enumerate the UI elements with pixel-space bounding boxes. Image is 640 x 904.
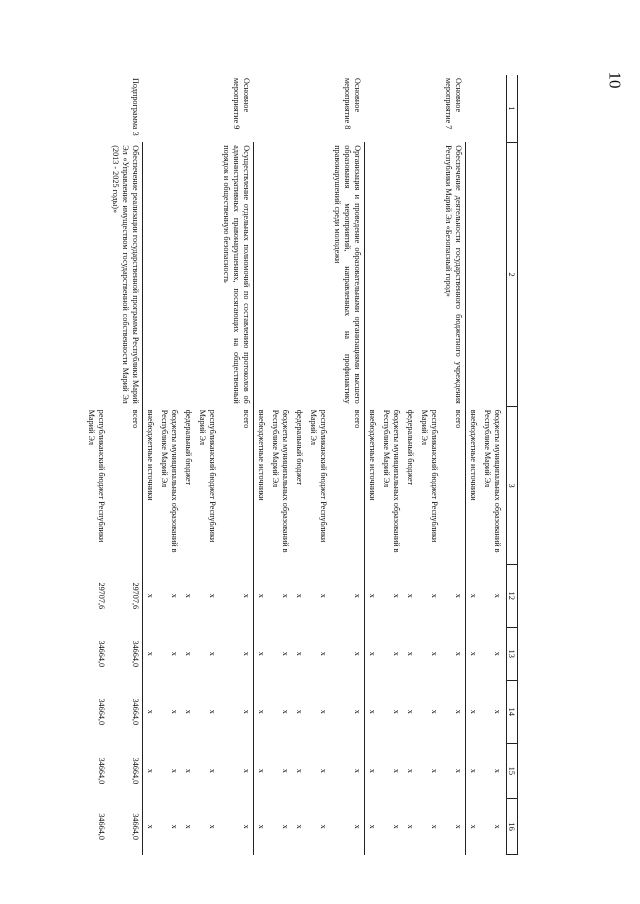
row-category-cell [364,75,379,142]
row-category-cell [268,75,292,142]
column-header: 12 [506,564,517,627]
budget-table-rotated [78,75,518,855]
value-cell: x [256,651,266,656]
column-header: 13 [506,627,517,680]
value-cell: x [145,651,155,656]
value-cell: x [318,768,328,773]
value-cell: x [207,651,217,656]
row-source-cell: всего [219,407,254,565]
value-cell: x [367,651,377,656]
value-cell: x [145,593,155,598]
table-row [108,75,143,855]
value-cell: x [367,768,377,773]
row-description-cell [195,142,219,406]
row-description-cell [292,142,306,406]
value-cell: x [367,709,377,714]
value-cell: x [367,824,377,829]
row-description-cell [417,142,441,406]
value-cell: x [318,709,328,714]
table-row [330,75,365,855]
value-cell: x [405,709,415,714]
row-category-cell [480,75,507,142]
row-description-cell: Обеспечение деятельности государственного бюджетного учреждения Республики Марий Эл «Безопасный город» [441,142,466,406]
value-cell: x [330,564,365,627]
value-cell: x [468,768,478,773]
row-source-cell: бюджеты муниципальных образований в Республике Марий Эл [270,409,290,553]
value-cell: x [330,743,365,799]
column-header: 15 [506,743,517,799]
value-cell: x [405,824,415,829]
row-source-cell: внебюджетные источники [367,409,377,501]
value-cell: x [207,824,217,829]
value-cell: x [169,593,179,598]
value-cell: 34664,0 [96,813,106,840]
value-cell: x [280,768,290,773]
value-cell: x [183,824,193,829]
row-category-cell [253,75,268,142]
row-category-cell: Подпрограмма 3 [131,78,141,136]
value-cell: x [391,593,401,598]
table-row [181,75,195,855]
row-description-cell [142,142,157,406]
column-header: 1 [506,75,517,142]
row-source-cell: всего [441,407,466,565]
row-category-cell [465,75,480,142]
table-row [480,75,507,855]
row-category-cell [157,75,181,142]
row-description-cell [403,142,417,406]
value-cell: 34664,0 [108,799,143,855]
value-cell: x [441,680,466,743]
table-row [364,75,379,855]
row-description-cell [181,142,195,406]
row-source-cell: внебюджетные источники [145,409,155,501]
row-source-cell: бюджеты муниципальных образований в Республике Марий Эл [381,409,401,553]
value-cell: 34664,0 [108,627,143,680]
value-cell: x [429,593,439,598]
value-cell: x [183,651,193,656]
value-cell: x [429,709,439,714]
table-row [417,75,441,855]
row-source-cell: внебюджетные источники [256,409,266,501]
value-cell: x [219,743,254,799]
value-cell: x [145,709,155,714]
row-category-cell: Основное мероприятие 8 [343,78,363,130]
value-cell: x [256,593,266,598]
row-category-cell [181,75,195,142]
column-header: 14 [506,680,517,743]
value-cell: x [429,651,439,656]
value-cell: x [441,743,466,799]
row-category-cell [84,75,108,142]
row-category-cell [306,75,330,142]
row-description-cell [157,142,181,406]
value-cell: x [391,709,401,714]
row-description-cell: Организация и проведение образовательными организациями высшего образования мероприятий, направленных на профилактику правонарушений среди молодежи [330,142,365,406]
value-cell: x [391,651,401,656]
column-header: 3 [506,407,517,565]
row-description-cell [379,142,403,406]
row-source-cell: федеральный бюджет [405,409,415,486]
value-cell: x [405,651,415,656]
value-cell: x [468,824,478,829]
row-description-cell [253,142,268,406]
value-cell: 29707,6 [108,564,143,627]
row-category-cell [403,75,417,142]
table-row [403,75,417,855]
value-cell: x [330,680,365,743]
value-cell: x [256,768,266,773]
table-row [306,75,330,855]
value-cell: x [280,651,290,656]
value-cell: x [391,824,401,829]
value-cell: x [219,627,254,680]
row-category-cell: Основное мероприятие 9 [232,78,252,130]
table-row [441,75,466,855]
value-cell: 34664,0 [96,698,106,726]
row-category-cell: Основное мероприятие 7 [444,78,464,130]
value-cell: x [219,680,254,743]
value-cell: 34664,0 [96,640,106,668]
row-source-cell: федеральный бюджет [183,409,193,486]
value-cell: x [256,824,266,829]
row-source-cell: республиканский бюджет Республики Марий Эл [197,409,217,543]
table-row [253,75,268,855]
row-category-cell [417,75,441,142]
row-source-cell: республиканский бюджет Республики Марий Эл [419,409,439,543]
table-row [379,75,403,855]
value-cell: x [367,593,377,598]
page-number: 10 [605,71,625,89]
table-row [268,75,292,855]
row-source-cell: бюджеты муниципальных образований в Республике Марий Эл [159,409,179,553]
row-category-cell [292,75,306,142]
table-row [219,75,254,855]
value-cell: x [429,768,439,773]
row-description-cell [306,142,330,406]
row-source-cell: бюджеты муниципальных образований в Республике Марий Эл [482,409,502,553]
value-cell: x [429,824,439,829]
value-cell: x [294,709,304,714]
value-cell: x [468,709,478,714]
table-row [465,75,480,855]
value-cell: x [207,593,217,598]
row-description-cell [84,142,108,406]
row-source-cell: республиканский бюджет Республики Марий Эл [86,409,106,543]
value-cell: x [391,768,401,773]
value-cell: x [441,627,466,680]
value-cell: x [468,651,478,656]
value-cell: x [294,651,304,656]
row-source-cell: внебюджетные источники [468,409,478,501]
value-cell: x [405,593,415,598]
row-category-cell [195,75,219,142]
row-description-cell [268,142,292,406]
row-category-cell [379,75,403,142]
value-cell: x [169,709,179,714]
value-cell: x [145,768,155,773]
value-cell: x [330,627,365,680]
value-cell: x [169,651,179,656]
value-cell: x [183,768,193,773]
value-cell: 34664,0 [108,743,143,799]
row-description-cell [364,142,379,406]
value-cell: x [441,564,466,627]
value-cell: x [318,593,328,598]
table-row [142,75,157,855]
value-cell: x [492,651,502,656]
column-header: 16 [506,799,517,855]
value-cell: x [256,709,266,714]
value-cell: x [318,651,328,656]
value-cell: 34664,0 [96,757,106,785]
value-cell: x [330,799,365,855]
table-header-row [506,75,517,855]
value-cell: x [492,768,502,773]
value-cell: x [207,768,217,773]
value-cell: 34664,0 [108,680,143,743]
value-cell: x [405,768,415,773]
value-cell: x [207,709,217,714]
value-cell: x [318,824,328,829]
value-cell: x [492,824,502,829]
row-source-cell: всего [330,407,365,565]
value-cell: x [280,593,290,598]
value-cell: x [145,824,155,829]
value-cell: x [280,709,290,714]
row-source-cell: республиканский бюджет Республики Марий Эл [308,409,328,543]
row-source-cell: федеральный бюджет [294,409,304,486]
row-category-cell [142,75,157,142]
value-cell: x [492,709,502,714]
value-cell: x [183,593,193,598]
value-cell: x [294,824,304,829]
table-row [157,75,181,855]
row-source-cell: всего [108,407,143,565]
value-cell: x [219,799,254,855]
value-cell: x [219,564,254,627]
budget-table [84,75,518,855]
row-description-cell: Обеспечение реализации государственной программы Республики Марий Эл «Управление имуществом государственной собственности Марий Эл (2013 - 2025 годы)» [108,142,143,406]
value-cell: x [280,824,290,829]
value-cell: x [169,824,179,829]
row-description-cell [480,142,507,406]
row-description-cell [465,142,480,406]
value-cell: x [468,593,478,598]
value-cell: x [183,709,193,714]
row-description-cell: Осуществление отдельных полномочий по составлению протоколов об административных правонарушениях, посягающих на общественный порядок и общественную безопасность [219,142,254,406]
value-cell: x [169,768,179,773]
table-row [195,75,219,855]
value-cell: x [294,593,304,598]
table-body [84,75,507,855]
value-cell: x [492,593,502,598]
value-cell: x [294,768,304,773]
table-row [292,75,306,855]
value-cell: x [441,799,466,855]
column-header: 2 [506,142,517,406]
value-cell: 29707,6 [96,582,106,610]
table-row [84,75,108,855]
